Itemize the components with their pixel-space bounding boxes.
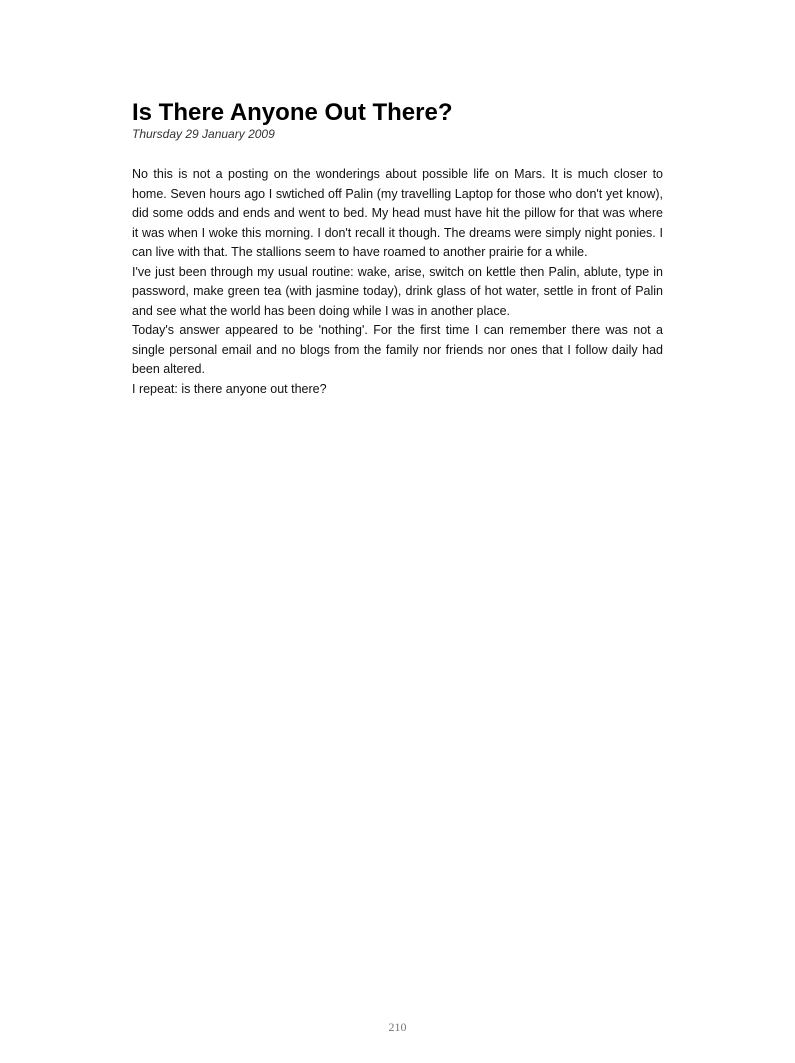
page-number: 210 — [388, 1020, 407, 1034]
post-paragraph: Today's answer appeared to be 'nothing'. For the first time I can remember there was not a single personal email and no blogs from the family nor friends nor ones that I follow daily had been altered. — [132, 323, 663, 376]
post-body — [132, 165, 663, 399]
blog-post — [132, 98, 663, 399]
post-title: Is There Anyone Out There? — [132, 99, 453, 126]
post-date: Thursday 29 January 2009 — [132, 127, 275, 141]
post-paragraph: I repeat: is there anyone out there? — [132, 381, 327, 396]
post-paragraph: I've just been through my usual routine: wake, arise, switch on kettle then Palin, ablute, type in password, make green tea (with jasmine today), drink glass of hot water, settle in front of Palin and see what the world has been doing while I was in another place. — [132, 264, 663, 318]
post-paragraph: No this is not a posting on the wonderings about possible life on Mars. It is much closer to home. Seven hours ago I swtiched off Palin (my travelling Laptop for those who don't yet know), did some odds and ends and went to bed. My head must have hit the pillow for that was where it was when I woke this morning. I don't recall it though. The dreams were simply night ponies. I can live with that. The stallions seem to have roamed to another prairie for a while. — [132, 167, 663, 259]
